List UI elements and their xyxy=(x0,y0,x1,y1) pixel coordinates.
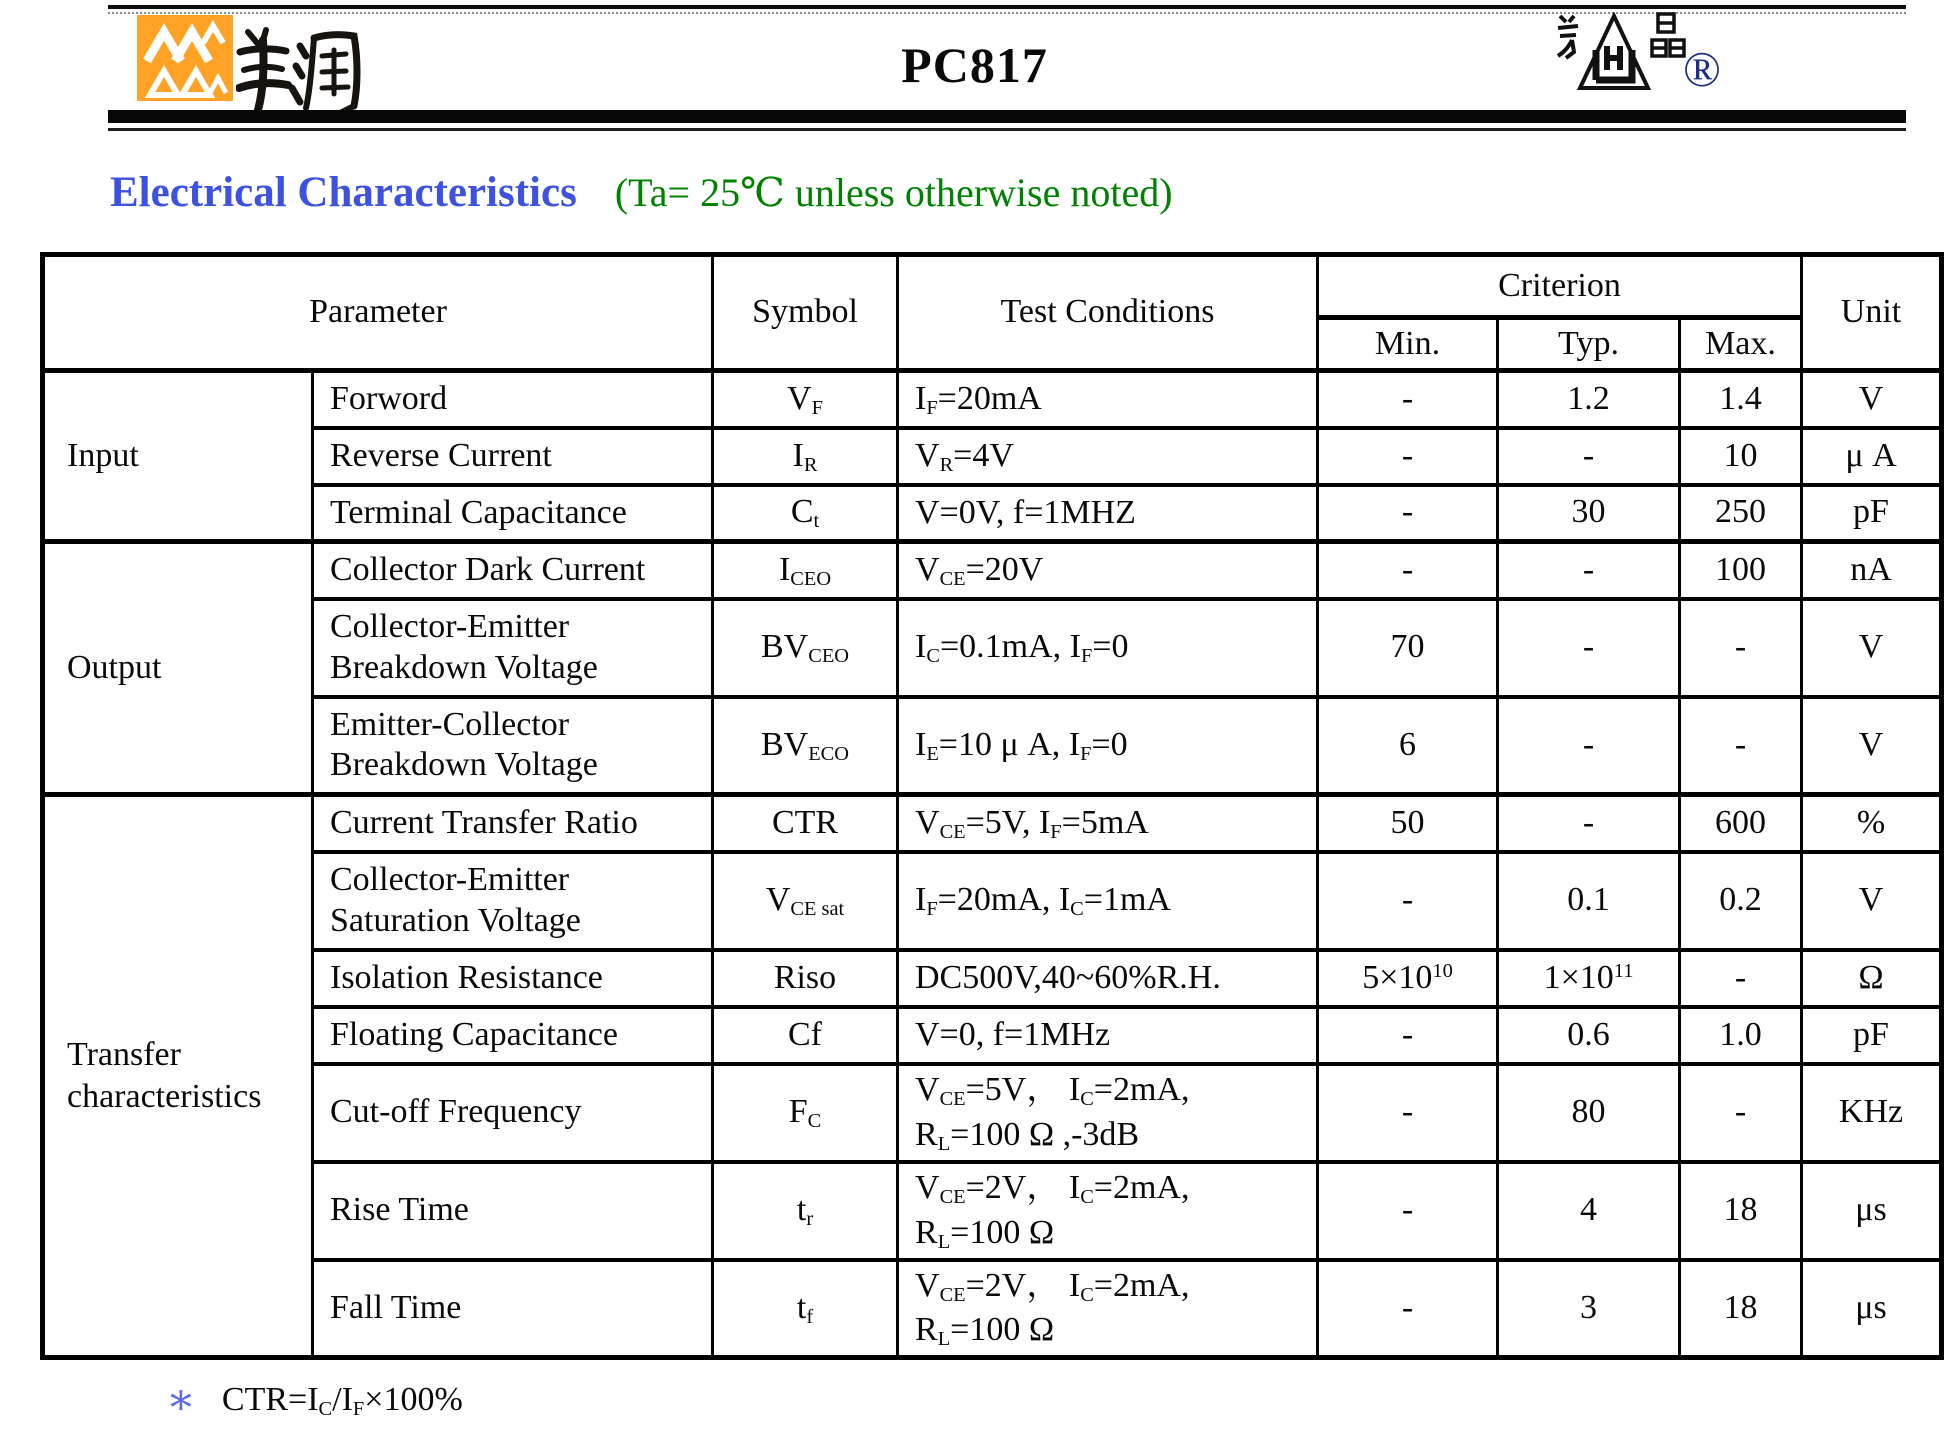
col-test-conditions: Test Conditions xyxy=(898,255,1318,371)
cell-max: 1.4 xyxy=(1680,371,1802,428)
cell-parameter: Isolation Resistance xyxy=(313,950,713,1007)
col-criterion: Criterion xyxy=(1318,255,1802,318)
cell-min: 50 xyxy=(1318,795,1498,852)
cell-typ: 80 xyxy=(1498,1064,1680,1162)
cell-parameter: Floating Capacitance xyxy=(313,1007,713,1064)
cell-typ: - xyxy=(1498,697,1680,795)
cell-parameter: Forword xyxy=(313,371,713,428)
cell-max: 100 xyxy=(1680,542,1802,599)
cell-conditions: $I_F=20mA$, $I_C=1mA$ xyxy=(898,852,1318,950)
table-row xyxy=(43,852,1942,950)
cell-max: 10 xyxy=(1680,428,1802,485)
table-row xyxy=(43,485,1942,542)
cell-parameter: Current Transfer Ratio xyxy=(313,795,713,852)
cell-typ: 0.1 xyxy=(1498,852,1680,950)
section-heading-line xyxy=(110,168,1173,217)
col-unit: Unit xyxy=(1802,255,1942,371)
cell-typ: 1.2 xyxy=(1498,371,1680,428)
cell-unit: nA xyxy=(1802,542,1942,599)
cell-symbol: $F_C$ xyxy=(713,1064,898,1162)
cell-conditions: DC500V,40~60%R.H. xyxy=(898,950,1318,1007)
cell-unit: μ A xyxy=(1802,428,1942,485)
cell-typ: - xyxy=(1498,428,1680,485)
cell-conditions: $V_{CE}=2V$， $I_C=2mA$, $R_L=100$ Ω xyxy=(898,1162,1318,1260)
header-separator-thin xyxy=(108,128,1906,131)
cell-conditions: $I_C=0.1mA$, $I_F=0$ xyxy=(898,599,1318,697)
cell-conditions: $V_{CE}=5V$， $I_C=2mA$, $R_L=100$ Ω ,-3dB xyxy=(898,1064,1318,1162)
cell-parameter: Reverse Current xyxy=(313,428,713,485)
cell-max: - xyxy=(1680,1064,1802,1162)
footnote-asterisk-icon: ∗ xyxy=(166,1375,196,1424)
page-title: PC817 xyxy=(901,37,1048,93)
cell-parameter: Fall Time xyxy=(313,1260,713,1358)
cell-unit: pF xyxy=(1802,1007,1942,1064)
cell-symbol: $V_F$ xyxy=(713,371,898,428)
cell-parameter: Collector-Emitter Saturation Voltage xyxy=(313,852,713,950)
cell-typ: 3 xyxy=(1498,1260,1680,1358)
cell-max: - xyxy=(1680,697,1802,795)
cell-max: 600 xyxy=(1680,795,1802,852)
cell-symbol: $t_f$ xyxy=(713,1260,898,1358)
cell-typ: $1\times 10^{11}$ xyxy=(1498,950,1680,1007)
cell-unit: Ω xyxy=(1802,950,1942,1007)
footnote xyxy=(166,1374,463,1425)
header-separator-thick xyxy=(108,110,1906,123)
cell-max: 1.0 xyxy=(1680,1007,1802,1064)
cell-typ: - xyxy=(1498,795,1680,852)
cell-parameter: Emitter-Collector Breakdown Voltage xyxy=(313,697,713,795)
footnote-text: $CTR=I_C/I_F\times 100\%$ xyxy=(221,1381,463,1421)
group-label: Output xyxy=(43,542,313,795)
section-heading: Electrical Characteristics xyxy=(110,169,577,216)
cell-typ: - xyxy=(1498,599,1680,697)
cell-symbol: $V_{CE sat}$ xyxy=(713,852,898,950)
cell-unit: KHz xyxy=(1802,1064,1942,1162)
col-max: Max. xyxy=(1680,318,1802,371)
table-row xyxy=(43,542,1942,599)
cell-max: - xyxy=(1680,950,1802,1007)
cell-min: - xyxy=(1318,542,1498,599)
col-min: Min. xyxy=(1318,318,1498,371)
cell-unit: V xyxy=(1802,599,1942,697)
cell-unit: % xyxy=(1802,795,1942,852)
huajing-logo-icon xyxy=(1552,8,1687,105)
cell-typ: 30 xyxy=(1498,485,1680,542)
cell-min: - xyxy=(1318,852,1498,950)
cell-conditions: $I_E=10$ μ A, $I_F=0$ xyxy=(898,697,1318,795)
cell-max: 18 xyxy=(1680,1260,1802,1358)
cell-typ: 4 xyxy=(1498,1162,1680,1260)
cell-unit: pF xyxy=(1802,485,1942,542)
table-row xyxy=(43,697,1942,795)
cell-unit: V xyxy=(1802,697,1942,795)
cell-min: - xyxy=(1318,1260,1498,1358)
cell-conditions: $I_F=20mA$ xyxy=(898,371,1318,428)
cell-conditions: V=0, f=1MHz xyxy=(898,1007,1318,1064)
cell-symbol: $BV_{CEO}$ xyxy=(713,599,898,697)
cell-conditions: V=0V, f=1MHZ xyxy=(898,485,1318,542)
cell-min: - xyxy=(1318,485,1498,542)
cell-parameter: Collector-Emitter Breakdown Voltage xyxy=(313,599,713,697)
cell-min: - xyxy=(1318,1064,1498,1162)
cell-max: - xyxy=(1680,599,1802,697)
cell-symbol: CTR xyxy=(713,795,898,852)
cell-min: - xyxy=(1318,371,1498,428)
cell-unit: μs xyxy=(1802,1260,1942,1358)
cell-parameter: Cut-off Frequency xyxy=(313,1064,713,1162)
cell-max: 250 xyxy=(1680,485,1802,542)
cell-unit: μs xyxy=(1802,1162,1942,1260)
group-label: Input xyxy=(43,371,313,542)
cell-symbol: $I_{CEO}$ xyxy=(713,542,898,599)
registered-trademark-icon: ® xyxy=(1683,41,1721,97)
cell-max: 18 xyxy=(1680,1162,1802,1260)
table-row xyxy=(43,795,1942,852)
cell-conditions: $V_R=4V$ xyxy=(898,428,1318,485)
col-parameter: Parameter xyxy=(43,255,713,371)
col-typ: Typ. xyxy=(1498,318,1680,371)
cell-parameter: Terminal Capacitance xyxy=(313,485,713,542)
group-label: Transfer characteristics xyxy=(43,795,313,1358)
cell-symbol: $t_r$ xyxy=(713,1162,898,1260)
cell-min: - xyxy=(1318,1162,1498,1260)
cell-typ: - xyxy=(1498,542,1680,599)
cell-unit: V xyxy=(1802,371,1942,428)
cell-symbol: $I_R$ xyxy=(713,428,898,485)
section-subtitle: (Ta= 25℃ unless otherwise noted) xyxy=(614,170,1173,215)
table-body xyxy=(43,371,1942,1358)
cell-min: - xyxy=(1318,428,1498,485)
cell-min: 70 xyxy=(1318,599,1498,697)
cell-typ: 0.6 xyxy=(1498,1007,1680,1064)
table-row xyxy=(43,1260,1942,1358)
cell-parameter: Rise Time xyxy=(313,1162,713,1260)
table-row xyxy=(43,1064,1942,1162)
cell-parameter: Collector Dark Current xyxy=(313,542,713,599)
table-row xyxy=(43,599,1942,697)
cell-symbol: Riso xyxy=(713,950,898,1007)
cell-symbol: $BV_{ECO}$ xyxy=(713,697,898,795)
table-row xyxy=(43,428,1942,485)
table-row xyxy=(43,371,1942,428)
cell-symbol: $C_t$ xyxy=(713,485,898,542)
cell-conditions: $V_{CE}=2V$， $I_C=2mA$, $R_L=100$ Ω xyxy=(898,1260,1318,1358)
cell-min: - xyxy=(1318,1007,1498,1064)
col-symbol: Symbol xyxy=(713,255,898,371)
electrical-characteristics-table xyxy=(40,252,1944,1360)
table-row xyxy=(43,1007,1942,1064)
cell-conditions: $V_{CE}=5V$, $I_F=5mA$ xyxy=(898,795,1318,852)
table-row xyxy=(43,1162,1942,1260)
cell-min: $5\times 10^{10}$ xyxy=(1318,950,1498,1007)
cell-conditions: $V_{CE}=20V$ xyxy=(898,542,1318,599)
cell-symbol: Cf xyxy=(713,1007,898,1064)
cell-unit: V xyxy=(1802,852,1942,950)
cell-max: 0.2 xyxy=(1680,852,1802,950)
table-row xyxy=(43,950,1942,1007)
cell-min: 6 xyxy=(1318,697,1498,795)
